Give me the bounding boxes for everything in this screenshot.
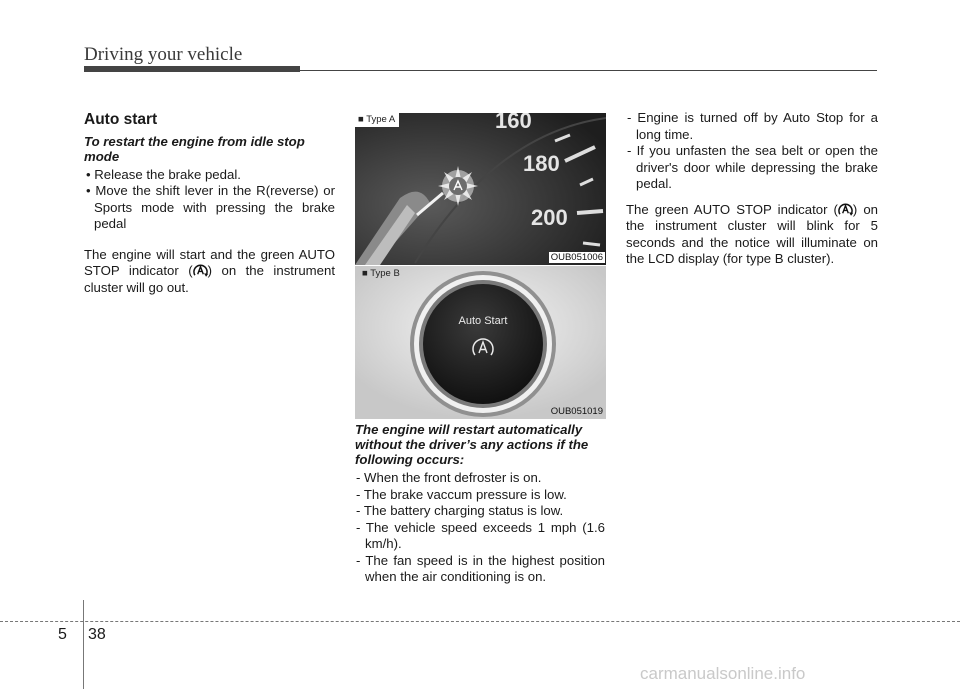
- button-label: Auto Start: [458, 315, 508, 327]
- list-item: - Engine is turned off by Auto Stop for a long time.: [627, 110, 878, 142]
- list-item: - If you unfasten the sea belt or open the driver's door while depressing the brake pedal.: [627, 143, 878, 191]
- figure-code: OUB051006: [550, 252, 603, 263]
- bullet-item: • Release the brake pedal.: [86, 166, 241, 182]
- speed-tick-180: 180: [523, 151, 560, 176]
- subheading: To restart the engine from idle stop mode: [84, 133, 305, 164]
- header-bar: [84, 66, 300, 72]
- figure-code: OUB051019: [550, 406, 603, 417]
- watermark: carmanualsonline.info: [640, 664, 806, 683]
- column-right: [626, 110, 878, 268]
- paragraph: The green AUTO STOP indicator ( ) on the instrument cluster will blink for 5 seconds and the notice will illuminate on the LCD display (for type B cluster).: [626, 201, 878, 266]
- speed-tick-160: 160: [495, 113, 532, 133]
- figure-type-b: [355, 266, 606, 419]
- list-item: - The fan speed is in the highest position when the air conditioning is on.: [356, 552, 605, 584]
- list-item: - The vehicle speed exceeds 1 mph (1.6 km/h).: [356, 519, 605, 551]
- bullet-item: • Move the shift lever in the R(reverse) or Sports mode with pressing the brake pedal: [86, 183, 335, 231]
- figure-label: ■ Type A: [355, 113, 399, 127]
- auto-stop-indicator-icon: [438, 166, 478, 206]
- footer-rule: [0, 621, 960, 622]
- auto-stop-indicator-icon: [838, 202, 853, 217]
- list-item: - The battery charging status is low.: [356, 503, 564, 518]
- paragraph: The engine will start and the green AUTO STOP indicator ( ) on the instrument cluster will go out.: [84, 246, 336, 295]
- figure-label: ■ Type B: [362, 268, 400, 279]
- list-item: - The brake vaccum pressure is low.: [356, 486, 567, 502]
- section-number: 5: [58, 626, 67, 643]
- speed-tick-200: 200: [531, 205, 568, 230]
- column-left: [84, 112, 335, 296]
- auto-stop-indicator-icon: [193, 263, 208, 278]
- figure-type-a: [355, 113, 606, 265]
- speedometer-illustration: [355, 113, 606, 265]
- section-title: Auto start: [84, 111, 158, 128]
- column-middle: [355, 422, 605, 586]
- list-item: - When the front defroster is on.: [356, 470, 542, 485]
- page-number: 38: [88, 626, 106, 643]
- subheading: The engine will restart automatically without the driver’s any actions if the following occurs:: [355, 422, 589, 467]
- auto-start-display-illustration: [355, 266, 606, 419]
- page-header-title: Driving your vehicle: [84, 44, 243, 65]
- footer-divider: [83, 600, 84, 689]
- header-rule: [300, 70, 877, 71]
